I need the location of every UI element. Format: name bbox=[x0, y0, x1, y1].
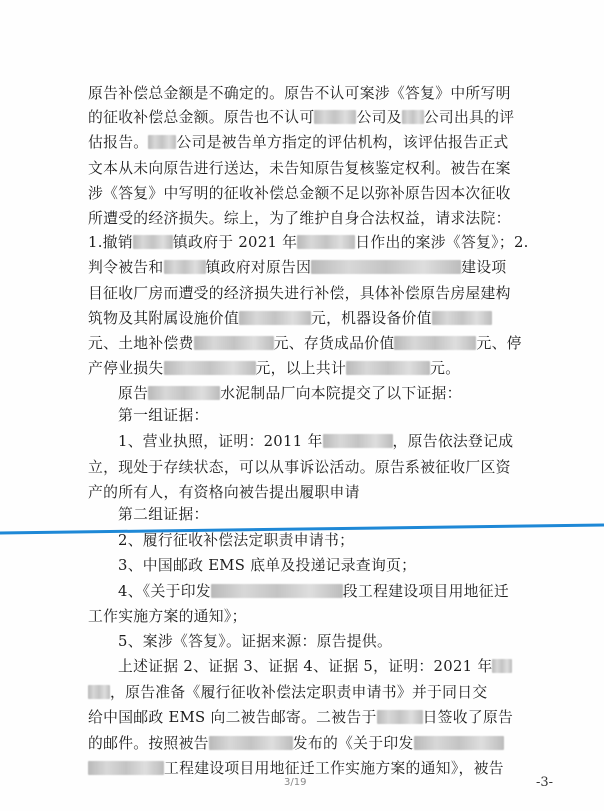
redacted-text bbox=[311, 260, 461, 274]
text-segment: 公司是被告单方指定的评估机构，该评估报告正式 bbox=[176, 134, 509, 151]
text-segment: 工作实施方案的通知》； bbox=[88, 608, 247, 625]
text-segment: 原告补偿总金额是不确定的。原告不认可案涉《答复》中所写明 bbox=[88, 85, 511, 102]
text-line bbox=[88, 108, 604, 128]
text-segment: 公司出具的评 bbox=[423, 109, 515, 126]
text-segment: 估报告。 bbox=[88, 134, 149, 151]
text-segment: 元，机器设备价值 bbox=[310, 310, 432, 327]
text-line bbox=[88, 683, 604, 703]
redacted-text bbox=[164, 361, 256, 375]
text-line bbox=[88, 284, 604, 304]
redacted-text bbox=[323, 434, 393, 448]
text-line bbox=[88, 159, 604, 179]
text-segment: 镇政府于 2021 年 bbox=[172, 234, 298, 251]
text-segment: 的邮件。按照被告 bbox=[88, 735, 209, 752]
redacted-text bbox=[133, 235, 173, 249]
text-segment: 第二组证据： bbox=[118, 506, 209, 523]
redacted-text bbox=[148, 386, 220, 400]
text-segment: 产停业损失 bbox=[88, 360, 164, 377]
text-line bbox=[118, 505, 604, 525]
text-line bbox=[118, 384, 604, 404]
text-segment: 日签收了原告 bbox=[422, 709, 514, 726]
text-line bbox=[118, 432, 604, 452]
text-segment: 涉《答复》中写明的征收补偿总金额不足以弥补原告因本次征收 bbox=[88, 185, 511, 202]
redacted-text bbox=[211, 584, 343, 598]
redacted-text bbox=[148, 135, 176, 149]
text-segment: 5、案涉《答复》。证据来源：原告提供。 bbox=[118, 633, 393, 650]
text-segment: 建设项 bbox=[461, 259, 507, 276]
redacted-text bbox=[194, 336, 274, 350]
text-line bbox=[88, 133, 604, 153]
redacted-text bbox=[88, 685, 110, 699]
text-segment: 水泥制品厂向本院提交了以下证据： bbox=[220, 385, 462, 402]
text-segment: 上述证据 2、证据 3、证据 4、证据 5，证明：2021 年 bbox=[118, 658, 493, 675]
text-segment: 段工程建设项目用地征迁 bbox=[342, 583, 509, 600]
text-segment: 筑物及其附属设施价值 bbox=[88, 310, 239, 327]
text-line bbox=[88, 334, 604, 354]
redacted-text bbox=[432, 311, 492, 325]
text-line bbox=[88, 258, 604, 278]
page-number: -3- bbox=[536, 775, 554, 790]
text-segment: 原告 bbox=[118, 385, 149, 402]
text-segment: 目征收厂房而遭受的经济损失进行补偿，具体补偿原告房屋建构 bbox=[88, 285, 511, 302]
text-segment: 2、履行征收补偿法定职责申请书； bbox=[118, 532, 355, 549]
text-segment: 元。 bbox=[430, 360, 461, 377]
text-line bbox=[88, 734, 604, 754]
text-segment: 第一组证据： bbox=[118, 407, 209, 424]
text-segment: 镇政府对原告因 bbox=[205, 259, 312, 276]
text-line bbox=[118, 632, 604, 652]
text-segment: 1.撤销 bbox=[88, 234, 133, 251]
text-line bbox=[88, 607, 604, 627]
text-segment: 3、中国邮政 EMS 底单及投递记录查询页； bbox=[118, 557, 417, 574]
text-line bbox=[88, 483, 604, 503]
text-line bbox=[88, 309, 604, 329]
redacted-text bbox=[209, 736, 293, 750]
redacted-text bbox=[164, 260, 206, 274]
redacted-text bbox=[297, 235, 355, 249]
redacted-text bbox=[394, 336, 476, 350]
redacted-text bbox=[239, 311, 311, 325]
text-line bbox=[88, 458, 604, 478]
redacted-text bbox=[346, 361, 430, 375]
text-line bbox=[88, 708, 604, 728]
text-segment: 发布的《关于印发 bbox=[292, 735, 414, 752]
redacted-text bbox=[88, 761, 164, 775]
text-line bbox=[88, 209, 604, 229]
text-line bbox=[118, 406, 604, 426]
text-segment: 给中国邮政 EMS 向二被告邮寄。二被告于 bbox=[88, 709, 377, 726]
text-segment: 文本从未向原告进行送达，未告知原告复核鉴定权利。被告在案 bbox=[88, 160, 511, 177]
text-segment: 立，现处于存续状态，可以从事诉讼活动。原告系被征收厂区资 bbox=[88, 459, 511, 476]
text-line bbox=[88, 759, 604, 779]
text-segment: 判令被告和 bbox=[88, 259, 164, 276]
page-indicator: 3/19 bbox=[284, 777, 307, 788]
text-segment: 元、停 bbox=[476, 335, 522, 352]
text-line bbox=[88, 84, 604, 104]
text-segment: ，原告准备《履行征收补偿法定职责申请书》并于同日交 bbox=[110, 684, 488, 701]
text-line bbox=[88, 359, 604, 379]
text-segment: 公司及 bbox=[356, 109, 402, 126]
redacted-text bbox=[492, 659, 512, 673]
text-segment: 元、存货成品价值 bbox=[273, 335, 395, 352]
text-segment: 工程建设项目用地征迁工作实施方案的通知》，被告 bbox=[164, 760, 504, 777]
scan-divider-line bbox=[0, 523, 604, 535]
redacted-text bbox=[314, 110, 356, 124]
text-segment: 所遭受的经济损失。综上，为了维护自身合法权益，请求法院： bbox=[88, 210, 511, 227]
text-segment: 日作出的案涉《答复》；2. bbox=[355, 234, 529, 251]
text-segment: 元、土地补偿费 bbox=[88, 335, 194, 352]
redacted-text bbox=[414, 736, 504, 750]
text-line bbox=[88, 184, 604, 204]
text-line bbox=[118, 582, 604, 602]
text-segment: 4、《关于印发 bbox=[118, 583, 211, 600]
text-segment: ，原告依法登记成 bbox=[392, 433, 514, 450]
redacted-text bbox=[377, 710, 423, 724]
redacted-text bbox=[402, 110, 424, 124]
text-segment: 产的所有人，有资格向被告提出履职申请 bbox=[88, 484, 360, 501]
text-line bbox=[118, 556, 604, 576]
text-line bbox=[88, 233, 604, 253]
text-segment: 元，以上共计 bbox=[255, 360, 347, 377]
text-line bbox=[118, 657, 604, 677]
text-segment: 的征收补偿总金额。原告也不认可 bbox=[88, 109, 315, 126]
text-segment: 1、营业执照，证明：2011 年 bbox=[118, 433, 323, 450]
